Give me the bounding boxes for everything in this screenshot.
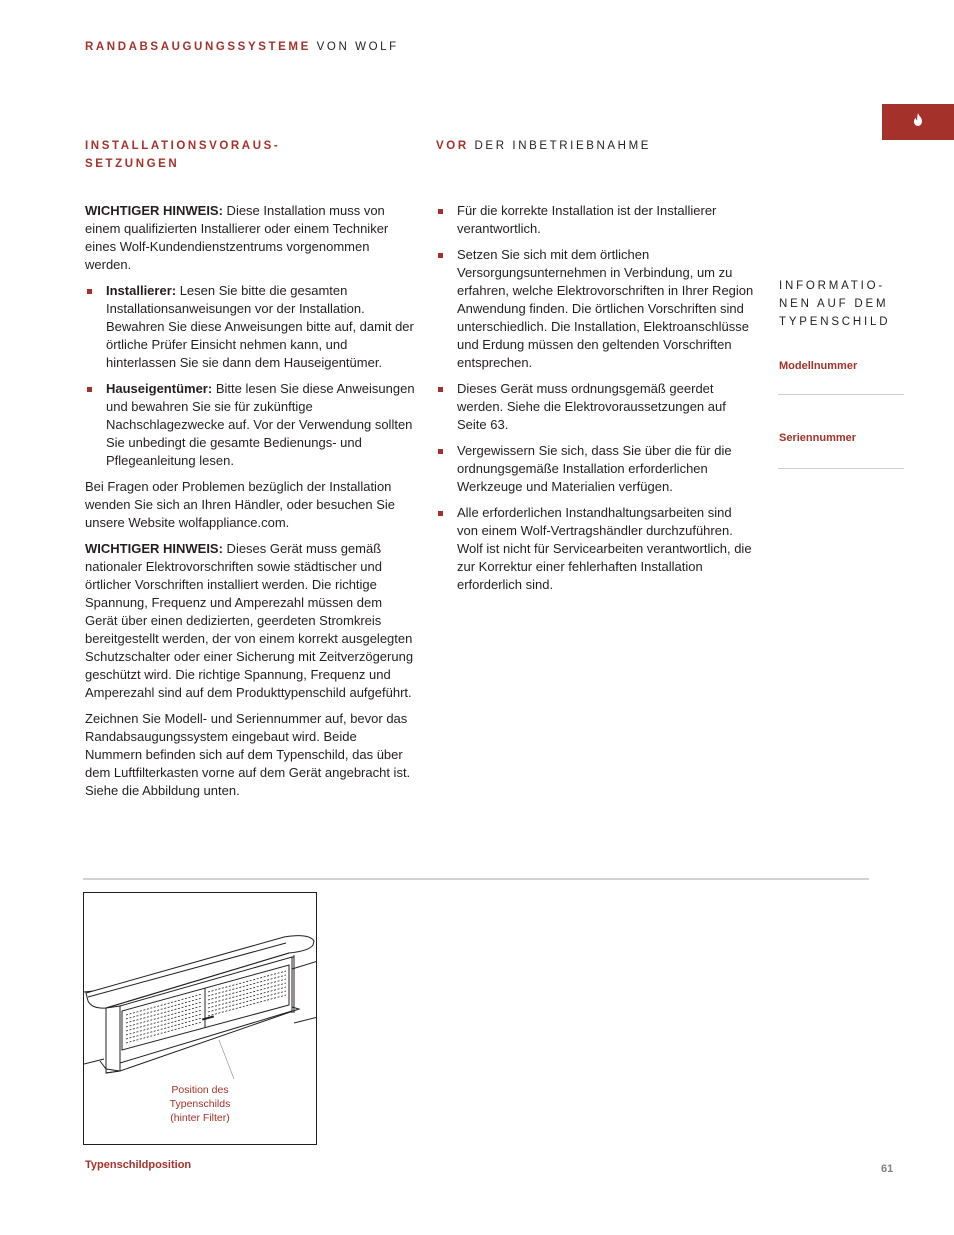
section-tab-marker [882, 104, 954, 140]
running-head [85, 41, 399, 53]
important-notice-2 [85, 540, 415, 702]
list-item: Für die korrekte Installation ist der Installierer verantwortlich. [436, 202, 756, 238]
bullet-text: Lesen Sie bitte die gesamten Installationsanweisungen vor der Installation. Bewahren Sie diese Anweisungen bitte auf, damit der örtliche Prüfer Einsicht nehmen kann, und hinterlassen Sie sie dann dem Hauseigentümer. [106, 283, 414, 370]
questions-paragraph: Bei Fragen oder Problemen bezüglich der Installation wenden Sie sich an Ihren Händler, oder besuchen Sie unsere Website wolfappliance.com. [85, 479, 396, 530]
serial-number-label: Seriennummer [779, 432, 857, 444]
list-item: Vergewissern Sie sich, dass Sie über die für die ordnungsgemäße Installation erforderlichen Werkzeuge und Materialien verfügen. [436, 442, 756, 496]
rating-plate-heading [779, 277, 890, 331]
audience-list [85, 282, 415, 470]
heading-line: SETZUNGEN [85, 158, 180, 170]
heading-line: NEN AUF DEM [779, 298, 889, 310]
before-startup-list [436, 202, 756, 594]
page-number: 61 [881, 1163, 894, 1175]
rating-plate-callout [84, 1083, 316, 1125]
bullet-text: Bitte lesen Sie diese Anweisungen und bewahren Sie sie für zukünftige Nachschlagezwecke auf. Vor der Verwendung sollten Sie unbedingt die gesamte Bedienungs- und Pflegeanleitung lesen. [106, 381, 415, 468]
running-head-accent: RANDABSAUGUNGSSYSTEME [85, 41, 311, 53]
list-item [85, 380, 415, 470]
heading-line: INFORMATIO- [779, 280, 885, 292]
list-item: Setzen Sie sich mit dem örtlichen Versorgungsunternehmen in Verbindung, um zu erfahren, welche Elektrovorschriften in Ihrer Region Anwendung finden. Die örtlichen Vorschriften sind unterschiedlich. Die Installation, Elektroanschlüsse und Erdung müssen den geltenden Vorschriften entsprechen. [436, 246, 756, 372]
figure-caption: Typenschildposition [85, 1159, 192, 1171]
heading-line: TYPENSCHILD [779, 316, 891, 328]
record-numbers-paragraph: Zeichnen Sie Modell- und Seriennummer auf, bevor das Randabsaugungssystem eingebaut wird. Beide Nummern befinden sich auf dem Typenschild, das über dem Luftfilterkasten vorne auf dem Gerät angebracht ist. Siehe die Abbildung unten. [85, 711, 411, 798]
running-head-rest: VON WOLF [310, 41, 399, 53]
heading-accent: VOR [436, 140, 469, 152]
callout-line: Typenschilds [169, 1098, 231, 1110]
list-item: Alle erforderlichen Instandhaltungsarbeiten sind von einem Wolf-Vertragshändler durchzuführen. Wolf ist nicht für Servicearbeiten verantwortlich, die zur Korrektur einer fehlerhaften Installation erforderlich sind. [436, 504, 756, 594]
callout-line: (hinter Filter) [170, 1112, 230, 1124]
callout-line: Position des [171, 1084, 229, 1096]
rating-plate-figure [83, 892, 317, 1145]
flame-icon [913, 113, 923, 131]
model-number-field-line[interactable] [778, 394, 904, 395]
list-item [85, 282, 415, 372]
notice-label: WICHTIGER HINWEIS: [85, 541, 223, 556]
serial-number-field-line[interactable] [778, 468, 904, 469]
heading-rest: DER INBETRIEBNAHME [468, 140, 652, 152]
before-startup-heading [436, 137, 651, 155]
model-number-label: Modellnummer [779, 360, 858, 372]
bullet-label: Installierer: [106, 283, 177, 298]
section-divider [83, 878, 869, 880]
notice-text: Dieses Gerät muss gemäß nationaler Elektrovorschriften sowie städtischer und örtlicher Vorschriften installiert werden. Die richtige Spannung, Frequenz und Amperezahl müssen dem Gerät über einen dedizierten, geerdeten Stromkreis bereitgestellt werden, der von einem korrekt ausgelegten Schutzschalter oder einer Sicherung mit Zeitverzögerung geschützt wird. Die richtige Spannung, Frequenz und Amperezahl sind auf dem Produkttypenschild aufgeführt. [85, 541, 414, 700]
list-item: Dieses Gerät muss ordnungsgemäß geerdet werden. Siehe die Elektrovoraussetzungen auf Seite 63. [436, 380, 756, 434]
installation-requirements-heading [85, 137, 280, 173]
bullet-label: Hauseigentümer: [106, 381, 213, 396]
important-notice-1 [85, 202, 415, 274]
middle-column [436, 202, 756, 602]
notice-label: WICHTIGER HINWEIS: [85, 203, 223, 218]
notice-text: Diese Installation muss von einem qualifizierten Installierer oder einem Techniker eines Wolf-Kundendienstzentrums vorgenommen werden. [85, 203, 389, 272]
heading-line: INSTALLATIONSVORAUS- [85, 140, 281, 152]
left-column [85, 202, 415, 808]
